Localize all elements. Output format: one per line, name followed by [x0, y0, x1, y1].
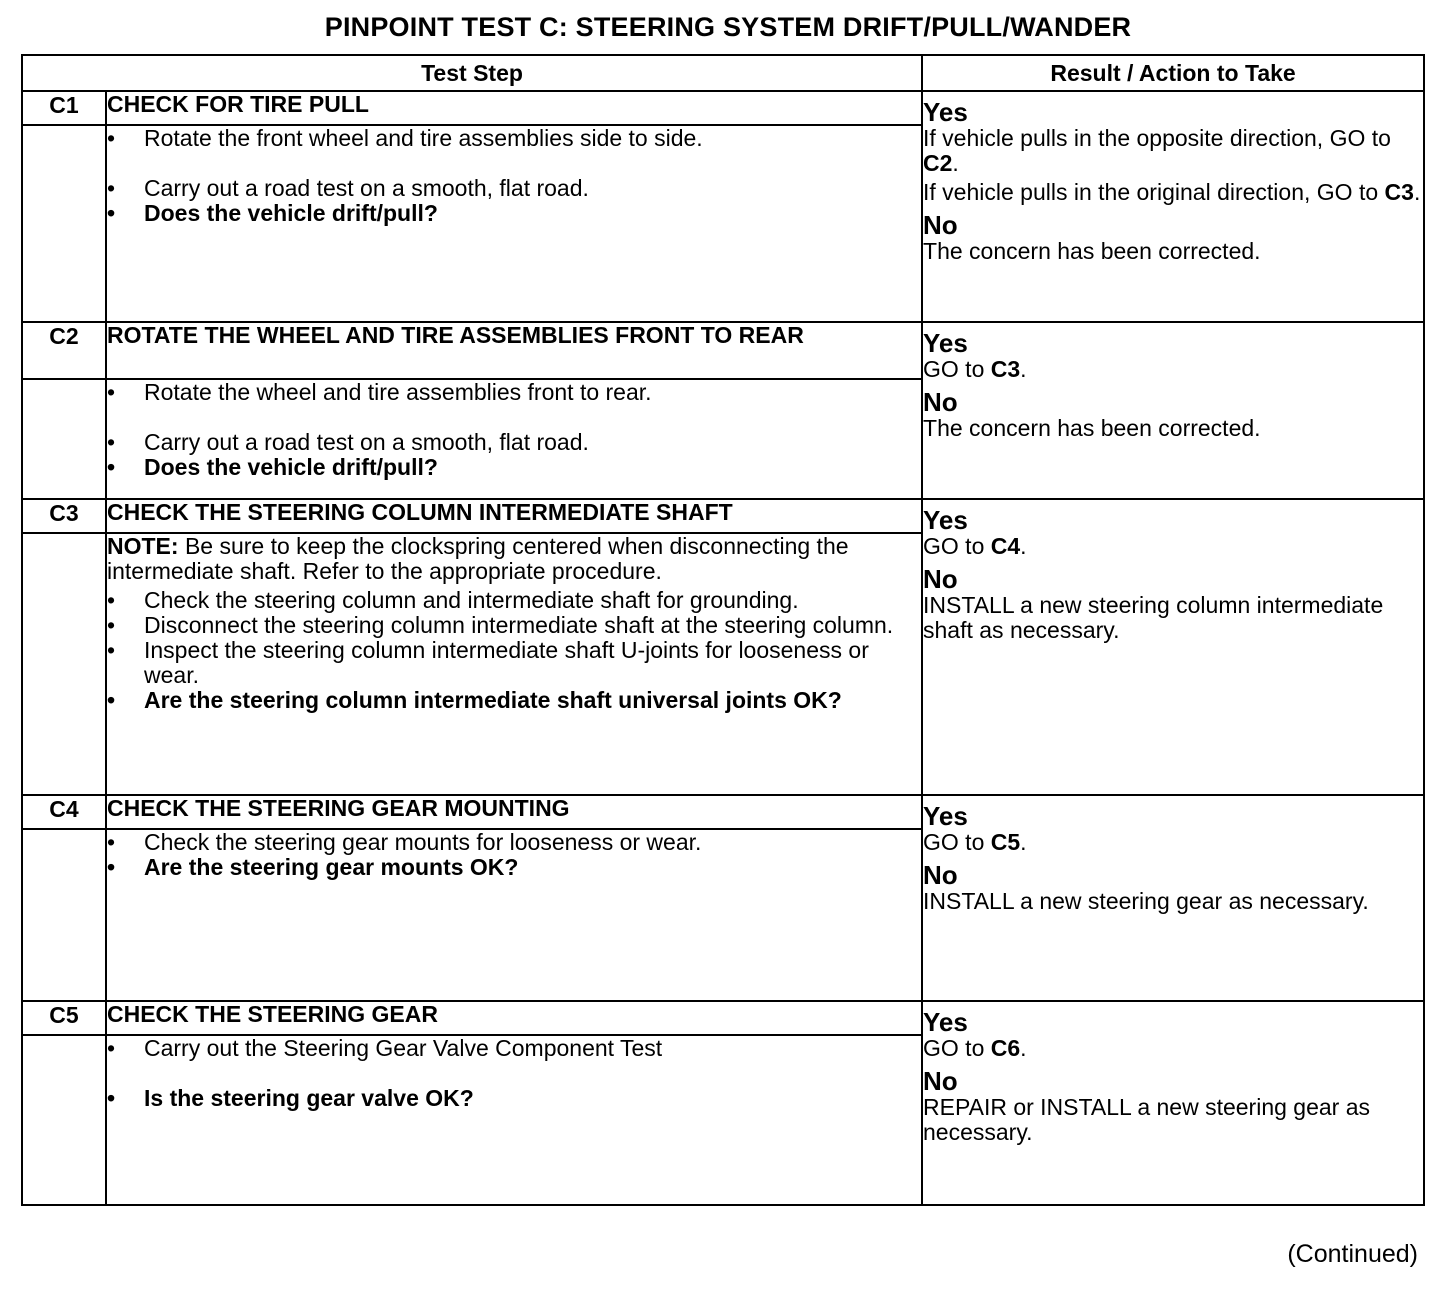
yes-text: GO to C5. — [923, 829, 1027, 855]
step-bullet: • Disconnect the steering column intermediate shaft at the steering column. — [107, 613, 921, 638]
yes-label: Yes — [923, 505, 968, 535]
step-bullet: • Carry out a road test on a smooth, flat road. — [107, 430, 921, 455]
step-c4-title-row — [22, 795, 1424, 829]
step-c1-result — [922, 91, 1424, 322]
yes-text: GO to C6. — [923, 1035, 1027, 1061]
header-test-step: Test Step — [22, 55, 922, 91]
no-label: No — [923, 860, 958, 890]
step-bullet: • Rotate the wheel and tire assemblies front to rear. — [107, 380, 921, 405]
no-label: No — [923, 210, 958, 240]
step-c5-result — [922, 1001, 1424, 1205]
no-text: The concern has been corrected. — [923, 238, 1261, 264]
step-title: CHECK THE STEERING COLUMN INTERMEDIATE SHAFT — [106, 499, 922, 533]
step-id: C1 — [22, 91, 106, 125]
step-c3-result — [922, 499, 1424, 795]
step-title: ROTATE THE WHEEL AND TIRE ASSEMBLIES FRONT TO REAR — [106, 322, 922, 379]
no-text: The concern has been corrected. — [923, 415, 1261, 441]
step-c4-body — [106, 829, 922, 1001]
step-title: CHECK THE STEERING GEAR — [106, 1001, 922, 1035]
pinpoint-test-table — [21, 54, 1425, 1206]
header-result-action: Result / Action to Take — [922, 55, 1424, 91]
no-label: No — [923, 1066, 958, 1096]
step-title: CHECK THE STEERING GEAR MOUNTING — [106, 795, 922, 829]
page-title: PINPOINT TEST C: STEERING SYSTEM DRIFT/PULL/WANDER — [324, 12, 1132, 42]
yes-label: Yes — [923, 97, 968, 127]
yes-line: If vehicle pulls in the original direction, GO to C3. — [923, 179, 1421, 205]
step-id: C4 — [22, 795, 106, 829]
header-row — [22, 55, 1424, 91]
step-c5-body — [106, 1035, 922, 1205]
step-question: • Does the vehicle drift/pull? — [107, 455, 921, 480]
step-id: C2 — [22, 322, 106, 379]
step-c1-body — [106, 125, 922, 322]
step-c2-result — [922, 322, 1424, 499]
no-label: No — [923, 387, 958, 417]
no-text: REPAIR or INSTALL a new steering gear as necessary. — [923, 1094, 1371, 1145]
step-question: • Does the vehicle drift/pull? — [107, 201, 921, 226]
step-question: • Is the steering gear valve OK? — [107, 1086, 921, 1111]
step-note: NOTE: Be sure to keep the clockspring centered when disconnecting the intermediate shaft. Refer to the appropriate procedure. — [107, 533, 849, 584]
step-question: • Are the steering column intermediate shaft universal joints OK? — [107, 688, 921, 713]
step-c1-title-row — [22, 91, 1424, 125]
step-bullet: • Carry out the Steering Gear Valve Component Test — [107, 1036, 921, 1061]
yes-label: Yes — [923, 328, 968, 358]
step-c2-title-row — [22, 322, 1424, 379]
yes-label: Yes — [923, 1007, 968, 1037]
yes-line: If vehicle pulls in the opposite direction, GO to C2. — [923, 125, 1391, 176]
step-bullet: • Carry out a road test on a smooth, flat road. — [107, 176, 921, 201]
step-bullet: • Check the steering column and intermediate shaft for grounding. — [107, 588, 921, 613]
step-question: • Are the steering gear mounts OK? — [107, 855, 921, 880]
no-text: INSTALL a new steering column intermediate shaft as necessary. — [923, 592, 1384, 643]
step-bullet: • Check the steering gear mounts for looseness or wear. — [107, 830, 921, 855]
step-id: C3 — [22, 499, 106, 533]
step-c4-result — [922, 795, 1424, 1001]
no-label: No — [923, 564, 958, 594]
step-c5-title-row — [22, 1001, 1424, 1035]
continued-label: (Continued) — [1287, 1240, 1418, 1268]
no-text: INSTALL a new steering gear as necessary. — [923, 888, 1369, 914]
step-c3-title-row — [22, 499, 1424, 533]
step-bullet: • Inspect the steering column intermediate shaft U-joints for looseness or wear. — [107, 638, 921, 688]
yes-text: GO to C4. — [923, 533, 1027, 559]
step-title: CHECK FOR TIRE PULL — [106, 91, 922, 125]
yes-label: Yes — [923, 801, 968, 831]
step-c3-body — [106, 533, 922, 795]
step-c2-body — [106, 379, 922, 499]
step-bullet: • Rotate the front wheel and tire assemblies side to side. — [107, 126, 921, 151]
yes-text: GO to C3. — [923, 356, 1027, 382]
step-id: C5 — [22, 1001, 106, 1035]
